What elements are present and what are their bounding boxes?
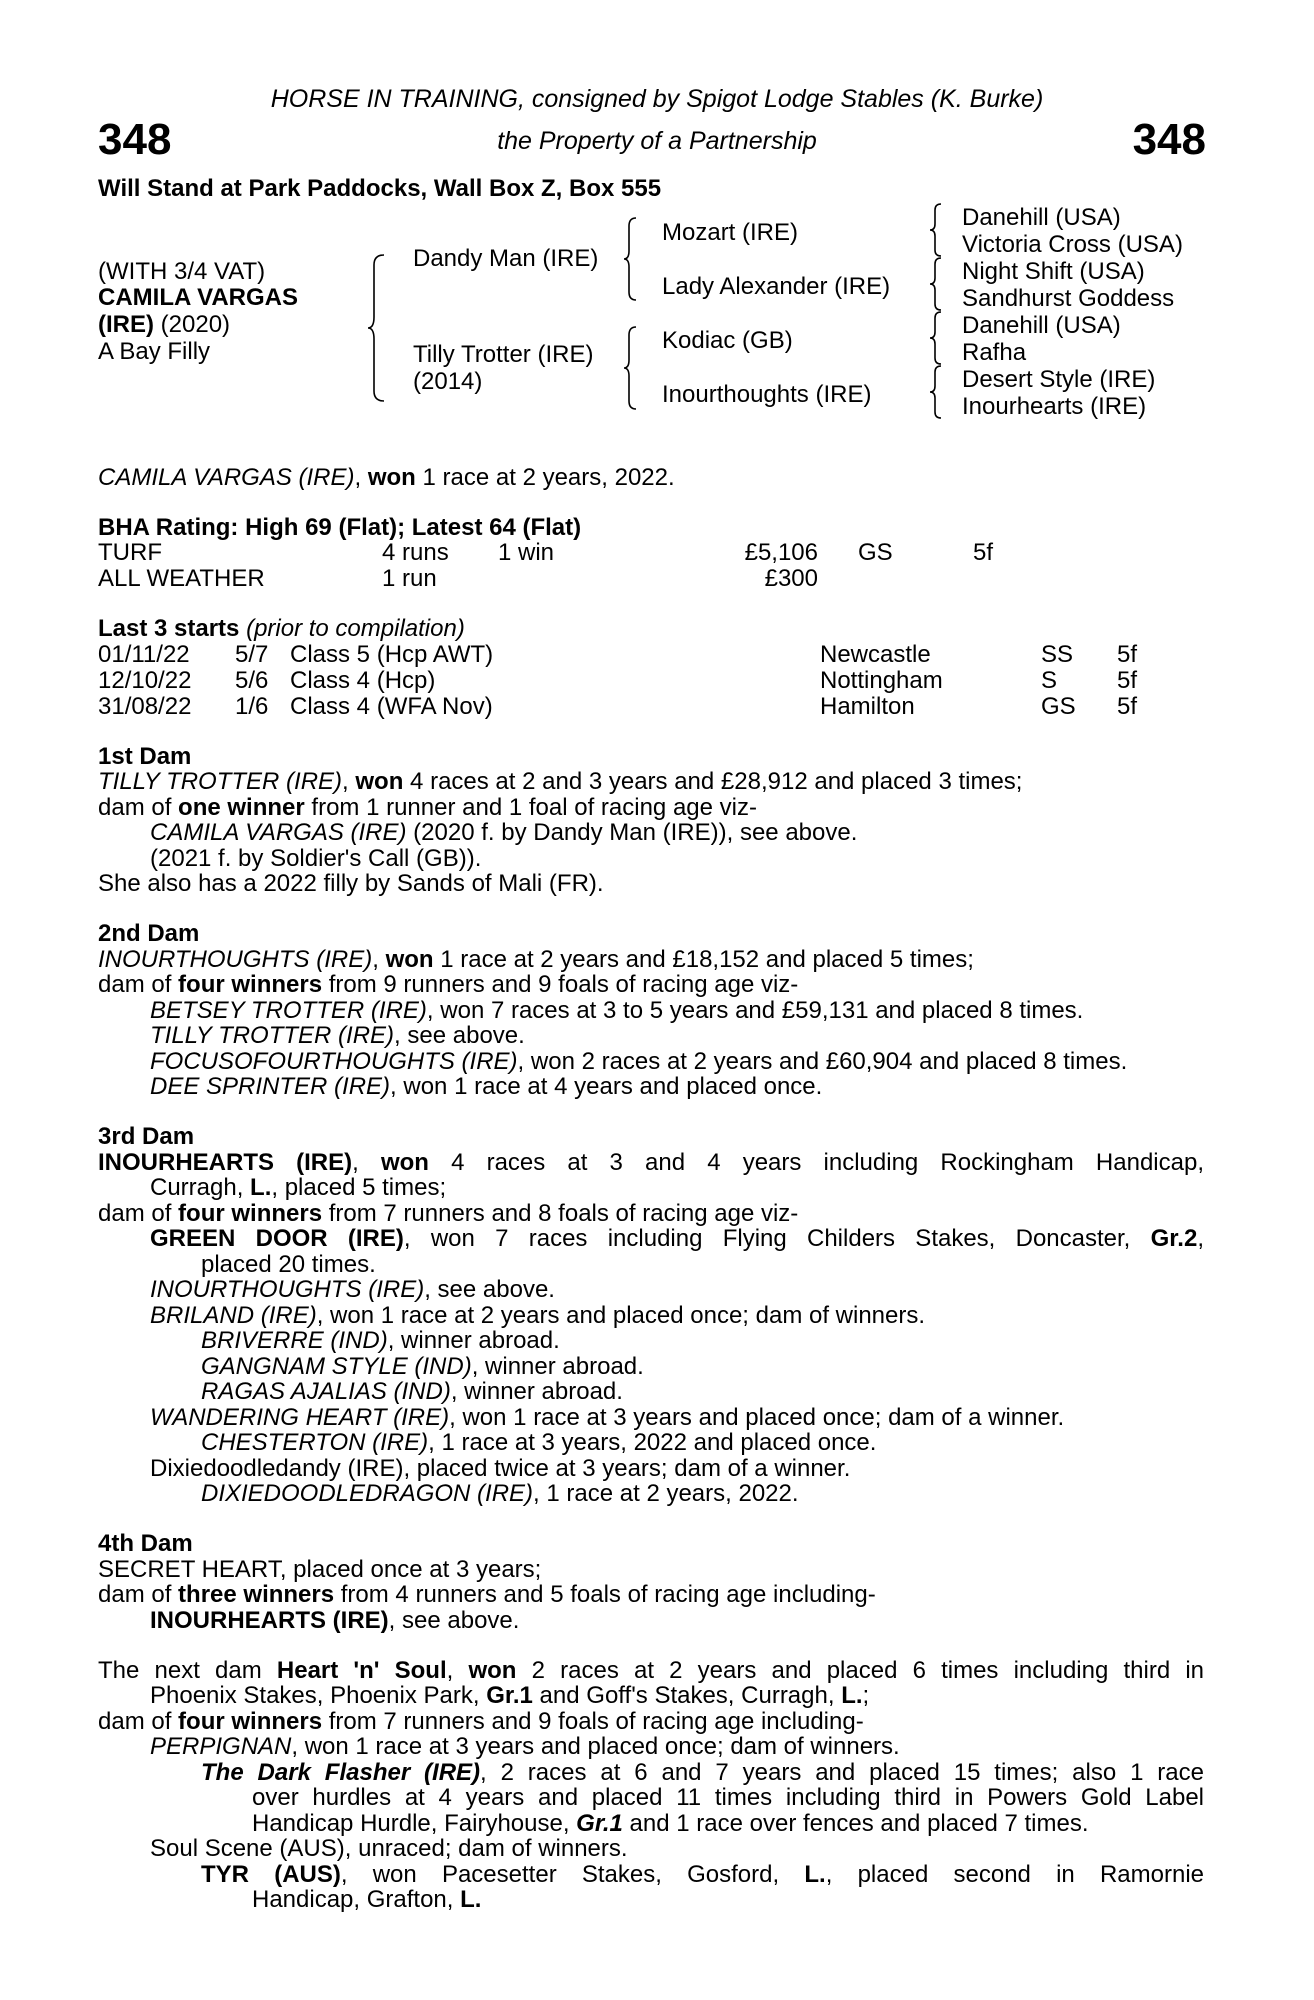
lot-number-right: 348 bbox=[1132, 115, 1206, 164]
nextdam-line: TYR (AUS), won Pacesetter Stakes, Gosford, L., placed second in Ramornie bbox=[201, 1861, 1205, 1888]
pedigree-sire-dam: Lady Alexander (IRE) bbox=[662, 273, 891, 300]
nextdam-line: over hurdles at 4 years and placed 11 times including third in Powers Gold Label bbox=[252, 1784, 1204, 1811]
dam3-heading: 3rd Dam bbox=[98, 1123, 195, 1150]
dam3-line: WANDERING HEART (IRE), won 1 race at 3 years and placed once; dam of a winner. bbox=[150, 1404, 1065, 1431]
dam3-line: GANGNAM STYLE (IND), winner abroad. bbox=[201, 1353, 644, 1380]
stabling-location: Will Stand at Park Paddocks, Wall Box Z, Box 555 bbox=[98, 175, 662, 202]
start-1-date: 01/11/22 bbox=[98, 641, 190, 668]
rating-row-turf-distance: 5f bbox=[973, 539, 994, 566]
start-1-pos: 5/7 bbox=[235, 641, 269, 668]
dam3-line: GREEN DOOR (IRE), won 7 races including Flying Childers Stakes, Doncaster, Gr.2, bbox=[150, 1225, 1204, 1252]
pedigree-dss: Danehill (USA) bbox=[962, 312, 1121, 339]
start-1-dist: 5f bbox=[1117, 641, 1138, 668]
dam4-line: SECRET HEART, placed once at 3 years; bbox=[98, 1556, 542, 1583]
nextdam-line: Phoenix Stakes, Phoenix Park, Gr.1 and Goff's Stakes, Curragh, L.; bbox=[150, 1682, 870, 1709]
dam1-line: dam of one winner from 1 runner and 1 foal of racing age viz- bbox=[98, 794, 757, 821]
start-3-course: Hamilton bbox=[820, 693, 915, 720]
start-3-pos: 1/6 bbox=[235, 693, 269, 720]
rating-row-turf-runs: 4 runs bbox=[382, 539, 449, 566]
rating-row-turf-wins: 1 win bbox=[498, 539, 555, 566]
start-2-dist: 5f bbox=[1117, 667, 1138, 694]
pedigree-dam-dam: Inourthoughts (IRE) bbox=[662, 381, 872, 408]
pedigree-dsd: Rafha bbox=[962, 339, 1027, 366]
start-2-date: 12/10/22 bbox=[98, 667, 192, 694]
pedigree-brace-ds bbox=[930, 310, 944, 366]
nextdam-line: PERPIGNAN, won 1 race at 3 years and placed once; dam of winners. bbox=[150, 1733, 900, 1760]
pedigree-sire-sire: Mozart (IRE) bbox=[662, 219, 799, 246]
dam4-line: INOURHEARTS (IRE), see above. bbox=[150, 1607, 520, 1634]
bha-rating: BHA Rating: High 69 (Flat); Latest 64 (Flat) bbox=[98, 514, 582, 541]
start-2-course: Nottingham bbox=[820, 667, 943, 694]
dam3-line: INOURTHOUGHTS (IRE), see above. bbox=[150, 1276, 555, 1303]
pedigree-ssd: Victoria Cross (USA) bbox=[962, 231, 1183, 258]
dam3-line: BRILAND (IRE), won 1 race at 2 years and placed once; dam of winners. bbox=[150, 1302, 926, 1329]
last-starts-heading: Last 3 starts (prior to compilation) bbox=[98, 615, 465, 642]
start-1-course: Newcastle bbox=[820, 641, 931, 668]
horse-name: CAMILA VARGAS bbox=[98, 284, 298, 311]
dam2-heading: 2nd Dam bbox=[98, 920, 200, 947]
dam1-line: She also has a 2022 filly by Sands of Mali (FR). bbox=[98, 870, 604, 897]
nextdam-line: Soul Scene (AUS), unraced; dam of winners. bbox=[150, 1835, 628, 1862]
pedigree-brace-sd bbox=[930, 256, 944, 312]
dam2-line: FOCUSOFOURTHOUGHTS (IRE), won 2 races at 2 years and £60,904 and placed 8 times. bbox=[150, 1048, 1128, 1075]
dam3-line: DIXIEDOODLEDRAGON (IRE), 1 race at 2 years, 2022. bbox=[201, 1480, 799, 1507]
nextdam-line: Handicap Hurdle, Fairyhouse, Gr.1 and 1 race over fences and placed 7 times. bbox=[252, 1810, 1089, 1837]
pedigree-brace-dam bbox=[624, 325, 640, 411]
pedigree-brace-sire bbox=[624, 216, 640, 302]
pedigree-brace-main bbox=[368, 253, 388, 403]
pedigree-sss: Danehill (USA) bbox=[962, 204, 1121, 231]
dam2-line: DEE SPRINTER (IRE), won 1 race at 4 years and placed once. bbox=[150, 1073, 823, 1100]
pedigree-ddd: Inourhearts (IRE) bbox=[962, 393, 1147, 420]
dam3-line: INOURHEARTS (IRE), won 4 races at 3 and 4 years including Rockingham Handicap, bbox=[98, 1149, 1204, 1176]
horse-origin-year: (IRE) (2020) bbox=[98, 311, 231, 338]
rating-row-aw-runs: 1 run bbox=[382, 565, 437, 592]
dam3-line: RAGAS AJALIAS (IND), winner abroad. bbox=[201, 1378, 623, 1405]
start-2-pos: 5/6 bbox=[235, 667, 269, 694]
pedigree-sds: Night Shift (USA) bbox=[962, 258, 1145, 285]
dam1-line: (2021 f. by Soldier's Call (GB)). bbox=[150, 845, 482, 872]
start-2-race: Class 4 (Hcp) bbox=[290, 667, 436, 694]
nextdam-line: Handicap, Grafton, L. bbox=[252, 1886, 482, 1913]
dam3-line: BRIVERRE (IND), winner abroad. bbox=[201, 1327, 560, 1354]
start-2-going: S bbox=[1041, 667, 1058, 694]
start-3-race: Class 4 (WFA Nov) bbox=[290, 693, 493, 720]
pedigree-dam: Tilly Trotter (IRE) bbox=[413, 341, 594, 368]
dam2-line: TILLY TROTTER (IRE), see above. bbox=[150, 1022, 525, 1049]
dam3-line: Dixiedoodledandy (IRE), placed twice at 3 years; dam of a winner. bbox=[150, 1455, 851, 1482]
dam4-line: dam of three winners from 4 runners and 5 foals of racing age including- bbox=[98, 1581, 876, 1608]
pedigree-sdd: Sandhurst Goddess bbox=[962, 285, 1175, 312]
dam3-line: placed 20 times. bbox=[201, 1251, 376, 1278]
pedigree-brace-ss bbox=[930, 202, 944, 258]
pedigree-dam-sire: Kodiac (GB) bbox=[662, 327, 793, 354]
dam3-line: Curragh, L., placed 5 times; bbox=[150, 1174, 447, 1201]
dam3-line: dam of four winners from 7 runners and 8 foals of racing age viz- bbox=[98, 1200, 799, 1227]
pedigree-brace-dd bbox=[930, 364, 944, 420]
lot-number-left: 348 bbox=[98, 115, 172, 164]
vat-note: (WITH 3/4 VAT) bbox=[98, 258, 266, 285]
start-1-race: Class 5 (Hcp AWT) bbox=[290, 641, 494, 668]
dam1-line: CAMILA VARGAS (IRE) (2020 f. by Dandy Man (IRE)), see above. bbox=[150, 819, 858, 846]
nextdam-line: The next dam Heart 'n' Soul, won 2 races at 2 years and placed 6 times including third in bbox=[98, 1657, 1204, 1684]
dam1-heading: 1st Dam bbox=[98, 743, 192, 770]
property-line: the Property of a Partnership bbox=[497, 127, 817, 155]
horse-description: A Bay Filly bbox=[98, 338, 211, 365]
start-3-dist: 5f bbox=[1117, 693, 1138, 720]
rating-row-turf-surface: TURF bbox=[98, 539, 162, 566]
rating-row-aw-surface: ALL WEATHER bbox=[98, 565, 265, 592]
nextdam-line: The Dark Flasher (IRE), 2 races at 6 and 7 years and placed 15 times; also 1 race bbox=[201, 1759, 1204, 1786]
rating-row-turf-going: GS bbox=[858, 539, 893, 566]
race-summary: CAMILA VARGAS (IRE), won 1 race at 2 years, 2022. bbox=[98, 464, 675, 491]
rating-row-turf-prize: £5,106 bbox=[744, 539, 818, 566]
start-3-going: GS bbox=[1041, 693, 1076, 720]
dam1-line: TILLY TROTTER (IRE), won 4 races at 2 and 3 years and £28,912 and placed 3 times; bbox=[98, 768, 1023, 795]
pedigree-dds: Desert Style (IRE) bbox=[962, 366, 1156, 393]
dam4-heading: 4th Dam bbox=[98, 1530, 193, 1557]
nextdam-line: dam of four winners from 7 runners and 9 foals of racing age including- bbox=[98, 1708, 864, 1735]
dam2-line: dam of four winners from 9 runners and 9 foals of racing age viz- bbox=[98, 971, 799, 998]
dam2-line: INOURTHOUGHTS (IRE), won 1 race at 2 years and £18,152 and placed 5 times; bbox=[98, 946, 974, 973]
dam2-line: BETSEY TROTTER (IRE), won 7 races at 3 to 5 years and £59,131 and placed 8 times. bbox=[150, 997, 1084, 1024]
consignor-line: HORSE IN TRAINING, consigned by Spigot Lodge Stables (K. Burke) bbox=[270, 85, 1044, 113]
start-1-going: SS bbox=[1041, 641, 1074, 668]
dam3-line: CHESTERTON (IRE), 1 race at 3 years, 2022 and placed once. bbox=[201, 1429, 877, 1456]
rating-row-aw-prize: £300 bbox=[764, 565, 818, 592]
pedigree-dam-year: (2014) bbox=[413, 368, 483, 395]
pedigree-sire: Dandy Man (IRE) bbox=[413, 245, 599, 272]
start-3-date: 31/08/22 bbox=[98, 693, 192, 720]
